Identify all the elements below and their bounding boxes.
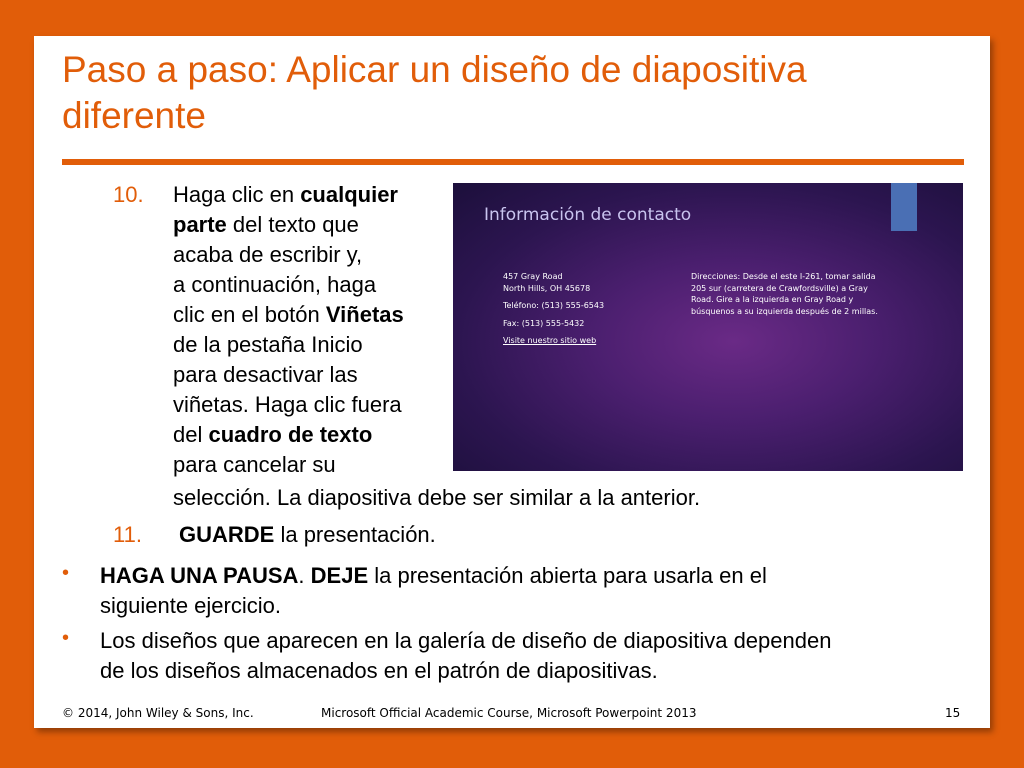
thumbnail-phone: Teléfono: (513) 555-6543 [503, 301, 605, 310]
slide-title: Paso a paso: Aplicar un diseño de diapositiva diferente [62, 49, 807, 136]
footer-page-number: 15 [945, 706, 961, 720]
thumbnail-address-1: 457 Gray Road [503, 272, 563, 281]
title-underline [62, 159, 964, 165]
step-10-line-5: clic en el botón Viñetas [173, 302, 404, 327]
step-10-line-2: parte del texto que [173, 212, 359, 237]
thumbnail-directions: Direcciones: Desde el este I-261, tomar salida 205 sur (carretera de Crawfordsville) a Gray Road. Gire a la izquierda en Gray Road y búsquenos a su izquierda después de 2 millas. [691, 272, 878, 316]
step-10-line-8: viñetas. Haga clic fuera [173, 392, 402, 417]
bullet-2-marker: • [62, 627, 70, 649]
step-10-line-6: de la pestaña Inicio [173, 332, 363, 357]
thumbnail-website-link: Visite nuestro sitio web [503, 336, 597, 345]
thumbnail-contact-column [503, 271, 604, 347]
step-10-line-3: acaba de escribir y, [173, 242, 363, 267]
step-11-text: GUARDE la presentación. [179, 522, 436, 547]
bullet-2-text: Los diseños que aparecen en la galería de diseño de diapositiva dependen de los diseños almacenados en el patrón de diapositivas. [100, 628, 832, 683]
bullet-1-text: HAGA UNA PAUSA. DEJE la presentación abierta para usarla en el siguiente ejercicio. [100, 563, 767, 618]
step-10-number: 10. [113, 182, 144, 207]
footer-course: Microsoft Official Academic Course, Microsoft Powerpoint 2013 [321, 706, 697, 720]
footer-copyright: © 2014, John Wiley & Sons, Inc. [62, 706, 254, 720]
bullet-1-marker: • [62, 562, 70, 584]
thumbnail-fax: Fax: (513) 555-5432 [503, 318, 585, 328]
thumbnail-title: Información de contacto [484, 205, 692, 225]
thumbnail-accent-tab [891, 183, 917, 231]
slide-thumbnail-image [453, 183, 963, 471]
thumbnail-address-2: North Hills, OH 45678 [503, 283, 591, 293]
step-11-number: 11. [113, 522, 142, 547]
step-10-line-1: Haga clic en cualquier [173, 182, 398, 207]
step-10-line-9: del cuadro de texto [173, 422, 373, 447]
step-10-line-11: selección. La diapositiva debe ser similar a la anterior. [173, 485, 701, 510]
step-10-line-10: para cancelar su [173, 452, 336, 477]
step-10-line-7: para desactivar las [173, 362, 358, 387]
step-10-line-4: a continuación, haga [173, 272, 377, 297]
